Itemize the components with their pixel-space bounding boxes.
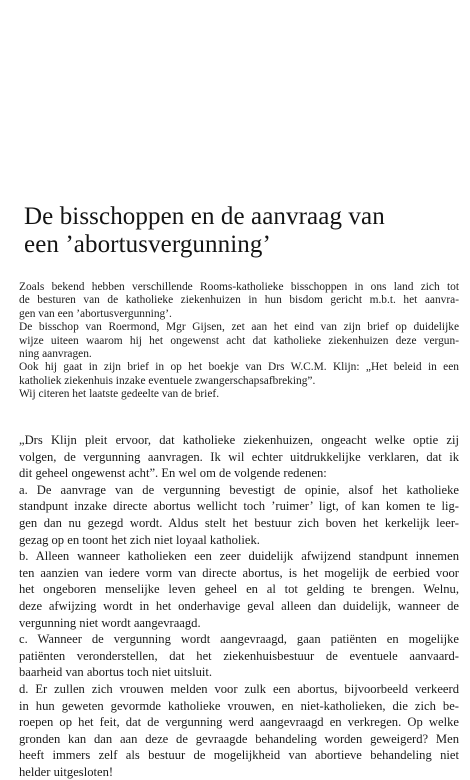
article-title-line-2: een ’abortusvergunning’ — [24, 231, 271, 258]
quote-line: b. Alleen wanneer katholieken een zeer duidelijk afwijzend standpunt innemen — [19, 549, 459, 564]
quote-line: ten aanzien van iedere vorm van directe abortus, is het mogelijk de eerbied voor — [19, 565, 459, 580]
quote-line: deze afwijzing wordt in het onderhavige geval alleen dan duidelijk, wanneer de — [19, 598, 459, 613]
quote-line: roepen op het feit, dat de vergunning werd aangevraagd en verkregen. Op welke — [19, 715, 459, 730]
quote-line: volgen, de vergunning aanvragen. Ik wil echter uitdrukkelijke verklaren, dat ik — [19, 449, 459, 464]
intro-line: wijze uiteen waarom hij het ongewenst acht dat katholieke ziekenhuizen deze vergun- — [19, 334, 459, 347]
quote-line: a. De aanvrage van de vergunning bevestigt de opinie, alsof het katholieke — [19, 482, 459, 497]
quote-line: gen dan nu gezegd wordt. Aldus stelt het bestuur zich boven het kerkelijk leer- — [19, 515, 459, 530]
quote-line: in hun geweten gevormde katholieke vrouwen, en niet-katholieken, die zich be- — [19, 698, 459, 713]
intro-line: De bisschop van Roermond, Mgr Gijsen, zet aan het eind van zijn brief op duidelijke — [19, 321, 459, 334]
intro-paragraph — [19, 281, 459, 402]
quote-line: dit geheel ongewenst acht”. En wel om de volgende redenen: — [19, 466, 327, 481]
quote-line: helder uitgesloten! — [19, 764, 114, 779]
intro-line: Zoals bekend hebben verschillende Rooms-katholieke bisschoppen in ons land zich tot — [19, 281, 459, 293]
quote-line: c. Wanneer de vergunning wordt aangevraagd, gaan patiënten en mogelijke — [19, 632, 459, 647]
article-title — [24, 203, 454, 259]
quote-line: d. Er zullen zich vrouwen melden voor zulk een abortus, bijvoorbeeld verkeerd — [19, 681, 459, 696]
quote-line: vergunning niet wordt aangevraagd. — [19, 615, 201, 630]
quote-line: gronden kan dan aan deze de gevraagde behandeling worden geweigerd? Men — [19, 731, 459, 746]
quote-line: gezag op en toont het zich niet loyaal katholiek. — [19, 532, 260, 547]
quote-line: patiënten veronderstellen, dat het ziekenhuisbestuur de eventuele aanvaard- — [19, 648, 459, 663]
article-title-line-1: De bisschoppen en de aanvraag van — [24, 203, 385, 230]
quote-line: heeft immers zelf als bestuur de mogelijkheid van abortieve behandeling niet — [19, 748, 459, 763]
intro-line: ning aanvragen. — [19, 348, 92, 361]
quoted-letter — [19, 432, 459, 780]
intro-line: de besturen van de katholieke ziekenhuizen in hun bisdom gericht m.b.t. het aanvra- — [19, 294, 459, 307]
quote-line: het ongeboren menselijke leven geheel en al tot gelding te brengen. Welnu, — [19, 582, 459, 597]
intro-line: gen van een ’abortusvergunning’. — [19, 307, 172, 320]
intro-line: Wij citeren het laatste gedeelte van de brief. — [19, 388, 220, 401]
quote-line: „Drs Klijn pleit ervoor, dat katholieke ziekenhuizen, ongeacht welke optie zij — [19, 433, 459, 447]
quote-line: baarheid van abortus toch niet uitsluit. — [19, 665, 213, 680]
intro-line: katholiek ziekenhuis inzake eventuele zwangerschapsafbreking”. — [19, 374, 316, 387]
intro-line: Ook hij gaat in zijn brief in op het boekje van Drs W.C.M. Klijn: „Het beleid in een — [19, 361, 459, 374]
quote-line: standpunt inzake directe abortus wellicht toch ’ruimer’ ligt, of kan komen te lig- — [19, 499, 459, 514]
